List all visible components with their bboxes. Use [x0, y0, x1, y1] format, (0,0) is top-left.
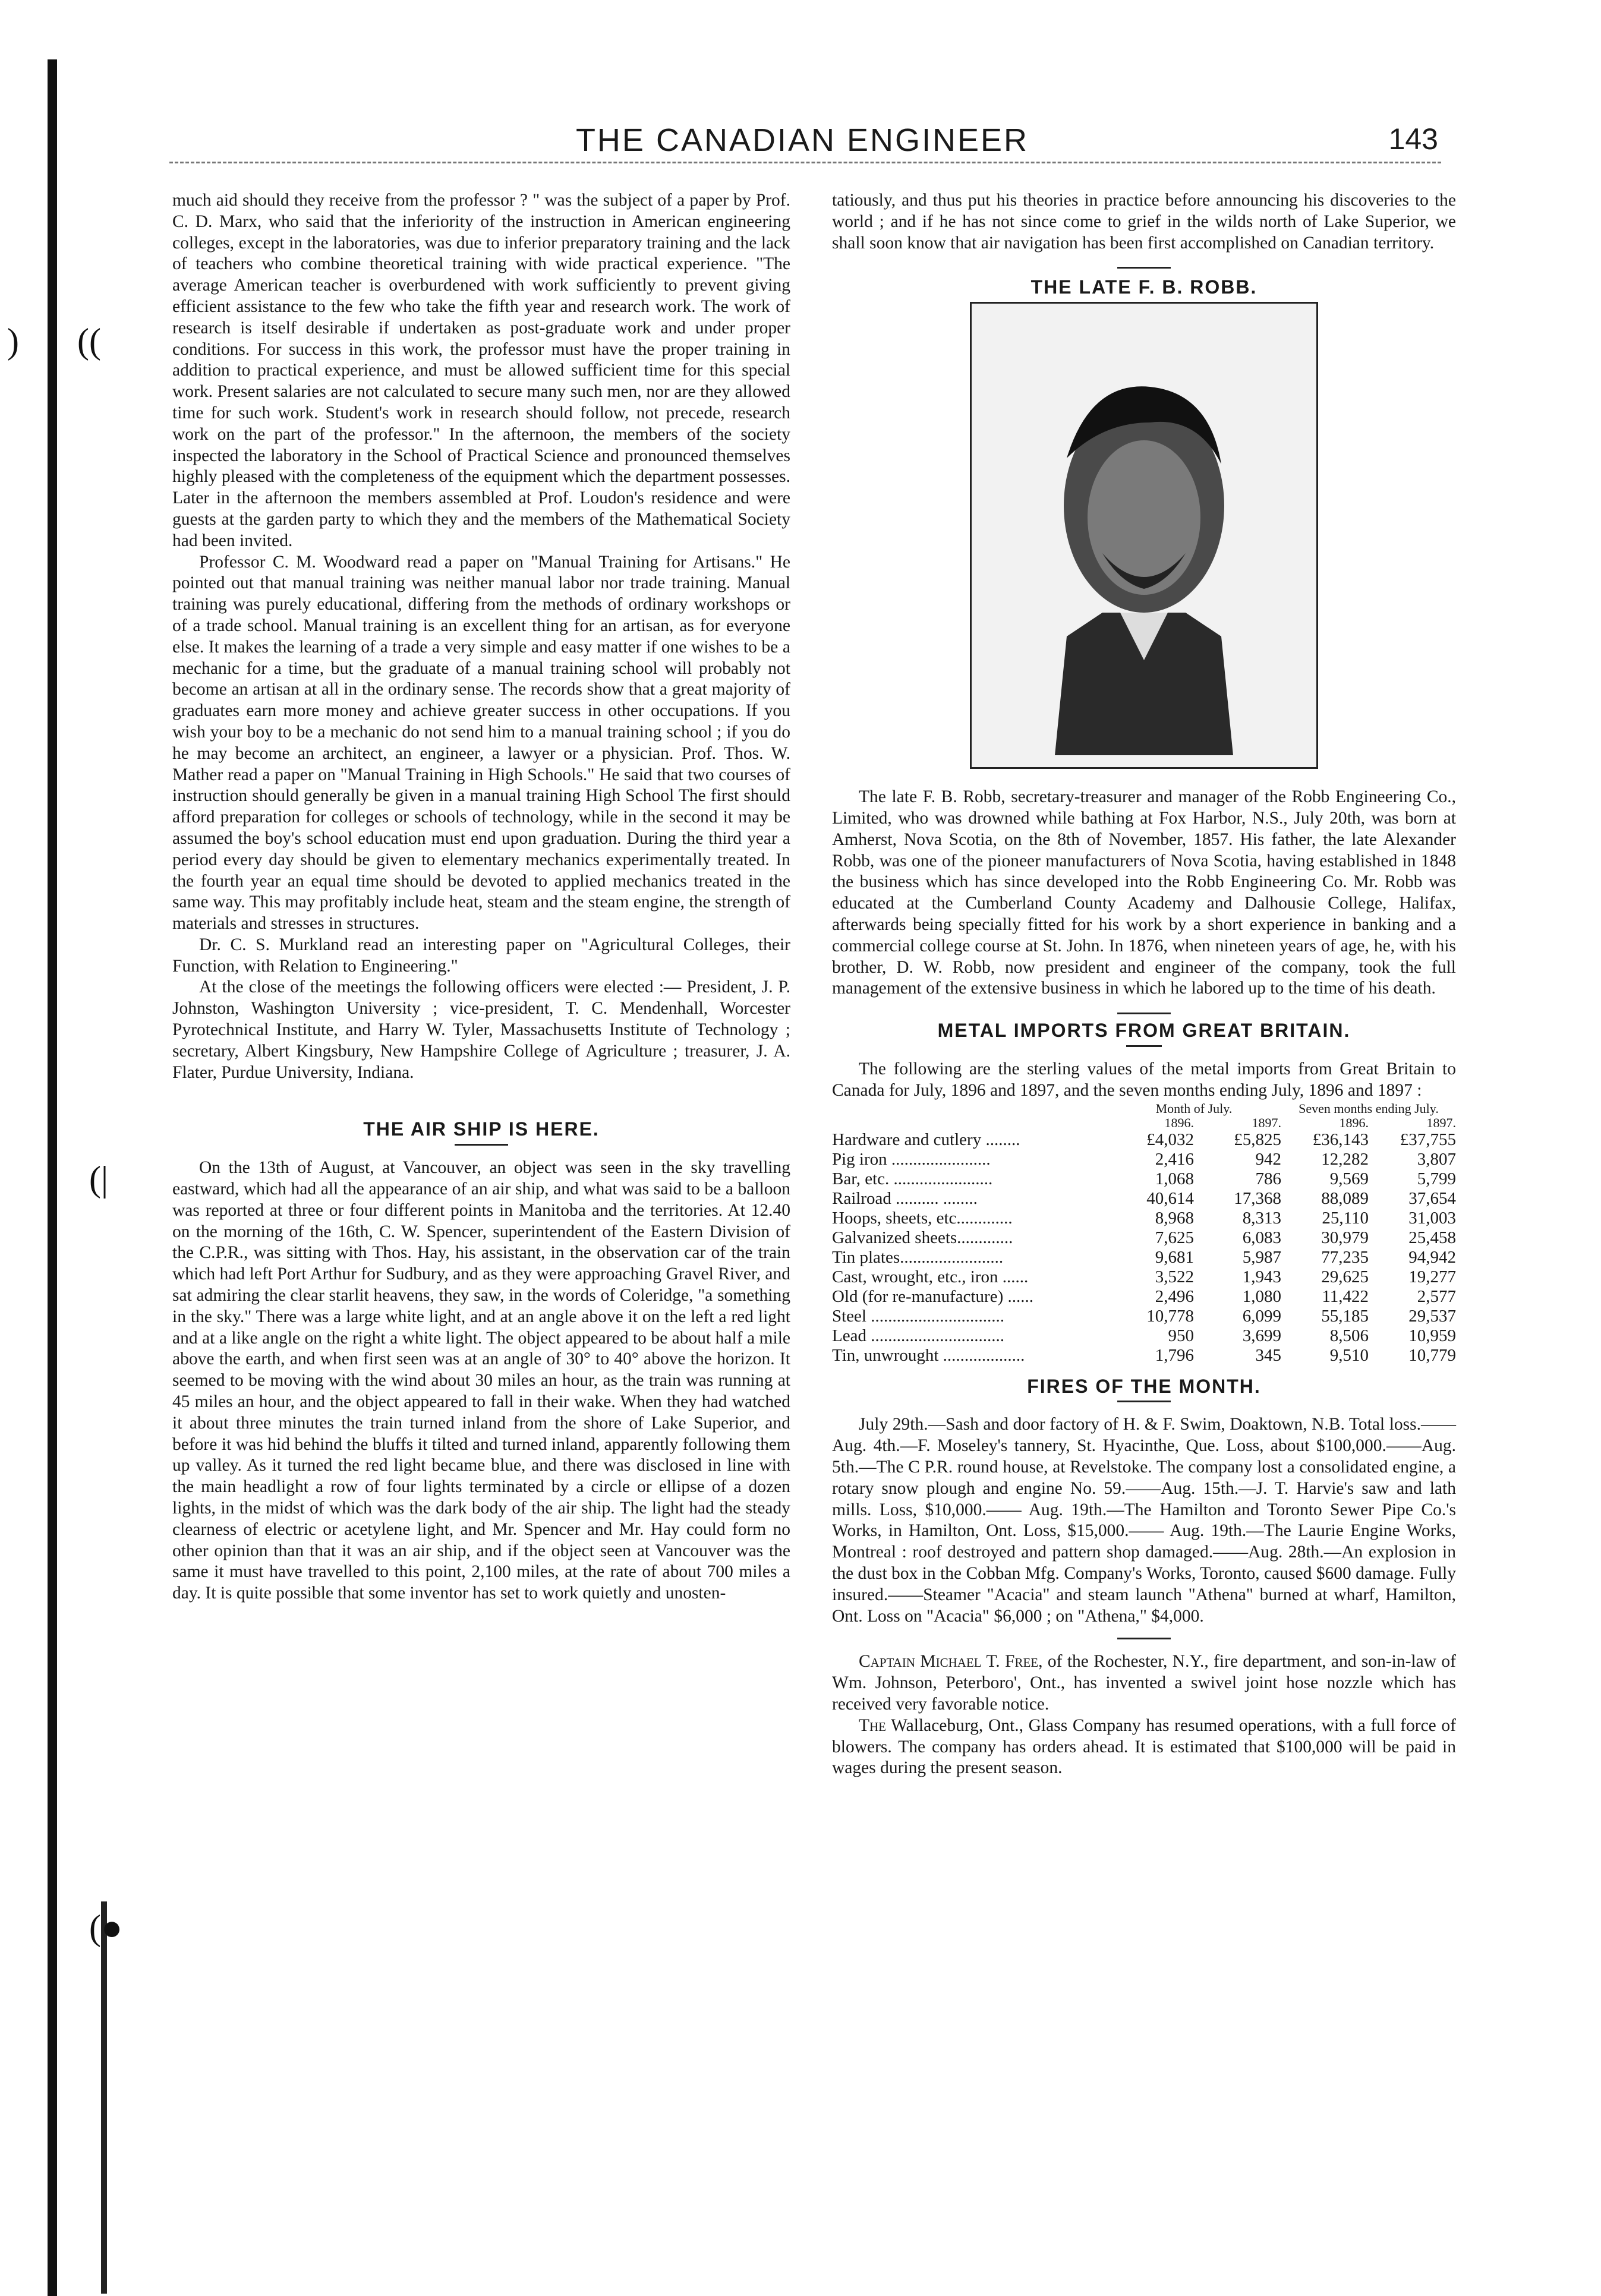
cell-value: 786 — [1255, 1169, 1281, 1188]
row-label: Galvanized sheets............. — [832, 1228, 1013, 1247]
table-row — [832, 1130, 1456, 1150]
binding-shadow — [101, 1901, 107, 2294]
portrait-photo — [970, 302, 1318, 769]
section-heading: THE AIR SHIP IS HERE. — [363, 1118, 600, 1140]
cell-value: 950 — [1168, 1326, 1194, 1345]
margin-mark: (● — [89, 1908, 123, 1947]
paragraph: At the close of the meetings the following officers were elected :— President, J. P. Johnston, Washington University ; vice-president, T. C. Mendenhall, Worcester Pyrotechnical Institute, and Harry W. Tyler, Massachusetts Institute of Technology ; secretary, Albert Kingsbury, New Hampshire College of Agriculture ; treasurer, J. A. Flater, Purdue University, Indiana. — [172, 977, 790, 1082]
cell-value: 10,778 — [1146, 1306, 1194, 1326]
row-label: Hardware and cutlery ........ — [832, 1130, 1020, 1149]
heading-rule — [1117, 1401, 1171, 1402]
binding-edge — [48, 59, 57, 2296]
section-heading: THE LATE F. B. ROBB. — [1030, 276, 1258, 298]
table-row — [832, 1326, 1456, 1346]
row-label: Old (for re-manufacture) ...... — [832, 1286, 1033, 1306]
column-header: 1897. — [1426, 1115, 1456, 1130]
cell-value: 3,522 — [1155, 1267, 1194, 1286]
row-label: Lead ............................... — [832, 1326, 1004, 1345]
cell-value: 1,080 — [1242, 1286, 1281, 1306]
cell-value: 3,699 — [1242, 1326, 1281, 1345]
cell-value: 5,987 — [1242, 1247, 1281, 1267]
cell-value: 17,368 — [1234, 1188, 1281, 1208]
paragraph: The late F. B. Robb, secretary-treasurer and manager of the Robb Engineering Co., Limited, who was drowned while bathing at Fox Harbor, N.S., July 20th, was born at Amherst, Nova Scotia, on the 8th of November, 1857. His father, the late Alexander Robb, was one of the pioneer manufacturers of Nova Scotia, having established in 1848 the business which has since developed into the Robb Engineering Co. Mr. Robb was educated at the Cumberland County Academy and Dalhousie College, Halifax, afterwards being specially fitted for his work by a short experience in banking and a commercial college course at St. John. In 1876, when nineteen years of age, he, with his brother, D. W. Robb, now president and engineer of the company, took the full management of the extensive business in which he labored up to the time of his death. — [832, 787, 1456, 998]
row-label: Steel ............................... — [832, 1306, 1004, 1326]
paragraph: July 29th.—Sash and door factory of H. & F. Swim, Doaktown, N.B. Total loss.——Aug. 4th.—F. Moseley's tannery, St. Hyacinthe, Que. Loss, about $100,000.——Aug. 5th.—The C P.R. round house, at Revelstoke. The company lost a consolidated engine, a rotary snow plough and engine No. 59.——Aug. 15th.—J. T. Harvie's saw and lath mills. Loss, $10,000.—— Aug. 19th.—The Hamilton and Toronto Sewer Pipe Co.'s Works, in Hamilton, Ont. Loss, $15,000.—— Aug. 19th.—The Laurie Engine Works, Montreal : roof destroyed and pattern shop damaged.——Aug. 28th.—An explosion in the dust box in the Cobban Mfg. Company's Works, Toronto, caused $600 damage. Fully insured.——Steamer "Acacia" and steam launch "Athena" burned at wharf, Hamilton, Ont. Loss on "Acacia" $6,000 ; on "Athena," $4,000. — [832, 1415, 1456, 1626]
portrait-illustration — [972, 304, 1316, 767]
cell-value: 25,458 — [1408, 1228, 1456, 1247]
row-label: Tin plates........................ — [832, 1247, 1004, 1267]
margin-mark: (( — [77, 321, 101, 361]
person-name: Captain Michael T. Free, — [859, 1652, 1043, 1671]
cell-value: 88,089 — [1321, 1188, 1369, 1208]
row-label: Bar, etc. ....................... — [832, 1169, 993, 1188]
paragraph: Dr. C. S. Murkland read an interesting paper on "Agricultural Colleges, their Function, with Relation to Engineering." — [172, 935, 790, 976]
cell-value: 94,942 — [1408, 1247, 1456, 1267]
page-number: 143 — [1388, 122, 1438, 156]
column-header: 1896. — [1339, 1115, 1369, 1130]
cell-value: 9,510 — [1329, 1345, 1369, 1365]
paragraph — [832, 1651, 1456, 1715]
table-row — [832, 1346, 1456, 1365]
cell-value: 5,799 — [1417, 1169, 1456, 1188]
cell-value: 1,943 — [1242, 1267, 1281, 1286]
heading-rule — [1117, 267, 1171, 269]
cell-value: 345 — [1255, 1345, 1281, 1365]
cell-value: 29,537 — [1408, 1306, 1456, 1326]
right-column — [832, 190, 1456, 1779]
row-label: Tin, unwrought ................... — [832, 1345, 1025, 1365]
paragraph: On the 13th of August, at Vancouver, an object was seen in the sky travelling eastward, which had all the appearance of an air ship, and what was said to be a balloon was reported at three or four different points in Manitoba and the territories. At 12.40 on the morning of the 16th, C. W. Spencer, superintendent of the Eastern Division of the C.P.R., was sitting with Thos. Hay, his assistant, in the observation car of the train which had left Port Arthur for Sudbury, and as they were approaching Gravel River, and sat admiring the clear starlit heavens, they saw, in the words of Coleridge, "a something in the sky." There was a large white light, and at an angle above it on the left a red light and at a like angle on the right a white light. The object appeared to be about half a mile above the earth, and when first seen was at an angle of 30° to 40° above the horizon. It seemed to be moving with the wind about 30 miles an hour, as the train was running at 45 miles an hour, and the object appeared to fall in their wake. When they had watched it about three minutes the train turned inland from the shore of Lake Superior, and before it was hid behind the bluffs it tilted and turned inland, apparently following them up valley. As it turned the red light became blue, and there was disclosed in line with the main headlight a row of four lights terminated by a circle or ellipse of a dozen lights, in the midst of which was the dark body of the air ship. The light had the steady clearness of electric or acetylene light, and Mr. Spencer and Mr. Hay could form no other opinion than that it was an air ship, and if the object seen at Vancouver was the same it must have travelled to this point, 2,100 miles, at the rate of about 700 miles a day. It is quite possible that some inventor has set to work quietly and unosten- — [172, 1158, 790, 1603]
cell-value: 6,099 — [1242, 1306, 1281, 1326]
table-row — [832, 1189, 1456, 1209]
table-row — [832, 1228, 1456, 1248]
cell-value: 19,277 — [1408, 1267, 1456, 1286]
table-row — [832, 1287, 1456, 1307]
table-row — [832, 1150, 1456, 1169]
column-group-label: Month of July. — [1155, 1100, 1233, 1116]
cell-value: 10,959 — [1408, 1326, 1456, 1345]
imports-table-body — [832, 1130, 1456, 1365]
margin-mark: (| — [89, 1159, 108, 1199]
cell-value: £4,032 — [1146, 1130, 1194, 1149]
cell-value: 10,779 — [1408, 1345, 1456, 1365]
cell-value: 9,681 — [1155, 1247, 1194, 1267]
row-label: Cast, wrought, etc., iron ...... — [832, 1267, 1029, 1286]
section-rule — [1117, 1638, 1171, 1639]
column-header: 1896. — [1164, 1115, 1194, 1130]
journal-title: THE CANADIAN ENGINEER — [575, 122, 1029, 158]
table-header-row — [832, 1102, 1456, 1116]
cell-value: 12,282 — [1321, 1149, 1369, 1169]
cell-value: £37,755 — [1400, 1130, 1456, 1149]
cell-value: 7,625 — [1155, 1228, 1194, 1247]
cell-value: 30,979 — [1321, 1228, 1369, 1247]
table-row — [832, 1307, 1456, 1326]
paragraph: tatiously, and thus put his theories in practice before announcing his discoveries to the world ; and if he has not since come to grief in the wilds north of Lake Superior, we shall soon know that air navigation has been first accomplished on Canadian territory. — [832, 191, 1456, 253]
cell-value: 29,625 — [1321, 1267, 1369, 1286]
row-label: Railroad .......... ........ — [832, 1188, 978, 1208]
cell-value: £5,825 — [1234, 1130, 1281, 1149]
cell-value: 2,416 — [1155, 1149, 1194, 1169]
column-header: 1897. — [1252, 1115, 1281, 1130]
left-column — [172, 190, 790, 1604]
cell-value: 8,968 — [1155, 1208, 1194, 1228]
column-group-label: Seven months ending July. — [1299, 1100, 1439, 1116]
imports-table — [832, 1102, 1456, 1365]
cell-value: 40,614 — [1146, 1188, 1194, 1208]
cell-value: 25,110 — [1322, 1208, 1369, 1228]
cell-value: 8,506 — [1329, 1326, 1369, 1345]
running-header — [166, 122, 1438, 163]
cell-value: 9,569 — [1329, 1169, 1369, 1188]
cell-value: 1,068 — [1155, 1169, 1194, 1188]
cell-value: 942 — [1255, 1149, 1281, 1169]
paragraph: The following are the sterling values of the metal imports from Great Britain to Canada for July, 1896 and 1897, and the seven months ending July, 1896 and 1897 : — [832, 1059, 1456, 1100]
paragraph-text: of the Rochester, N.Y., fire department, and son-in-law of Wm. Johnson, Peterboro', Ont., has invented a swivel joint hose nozzle which has received very favorable notice. — [832, 1652, 1456, 1714]
section-heading: METAL IMPORTS FROM GREAT BRITAIN. — [937, 1020, 1351, 1042]
cell-value: £36,143 — [1312, 1130, 1369, 1149]
heading-rule — [455, 1144, 508, 1146]
cell-value: 1,796 — [1155, 1345, 1194, 1365]
cell-value: 77,235 — [1321, 1247, 1369, 1267]
row-label: Pig iron ....................... — [832, 1149, 991, 1169]
table-header-row — [832, 1116, 1456, 1130]
section-heading: FIRES OF THE MONTH. — [1027, 1375, 1261, 1397]
cell-value: 2,577 — [1417, 1286, 1456, 1306]
row-label: Hoops, sheets, etc............. — [832, 1208, 1013, 1228]
cell-value: 8,313 — [1242, 1208, 1281, 1228]
header-rule — [169, 162, 1441, 163]
cell-value: 31,003 — [1408, 1208, 1456, 1228]
table-row — [832, 1169, 1456, 1189]
cell-value: 3,807 — [1417, 1149, 1456, 1169]
lead-word: The — [859, 1715, 887, 1735]
paragraph: much aid should they receive from the professor ? " was the subject of a paper by Prof. C. D. Marx, who said that the inferiority of the instruction in American engineering colleges, except in the laboratories, was due to inferior preparatory training and the lack of teachers who combine theoretical training with wide practical experience. "The average American teacher is overburdened with work sufficiently to prevent giving efficient assistance to the few who take the fifth year and research work. The work of research is itself desirable if undertaken as post-graduate work and under proper conditions. For success in this work, the professor must have the proper training in addition to practical experience, and must be allowed sufficient time for this special work. Present salaries are not calculated to secure many such men, nor are they allowed time for such work. Student's work in research should follow, not precede, research work on the part of the professor." In the afternoon, the members of the society inspected the laboratory in the School of Practical Science and pronounced themselves highly pleased with the completeness of the equipment which the department possesses. Later in the afternoon the members assembled at Prof. Loudon's residence and were guests at the garden party to which they and the members of the Mathematical Society had been invited. — [172, 191, 790, 550]
heading-rule — [1126, 1045, 1162, 1047]
paragraph-text: Wallaceburg, Ont., Glass Company has resumed operations, with a full force of blowers. The company has orders ahead. It is estimated that $100,000 will be paid in wages during the present season. — [832, 1715, 1456, 1778]
heading-rule — [1117, 1013, 1171, 1014]
cell-value: 6,083 — [1242, 1228, 1281, 1247]
table-row — [832, 1209, 1456, 1228]
table-row — [832, 1248, 1456, 1267]
paragraph — [832, 1715, 1456, 1779]
cell-value: 2,496 — [1155, 1286, 1194, 1306]
cell-value: 55,185 — [1321, 1306, 1369, 1326]
cell-value: 37,654 — [1408, 1188, 1456, 1208]
margin-mark: ) — [7, 321, 19, 361]
cell-value: 11,422 — [1322, 1286, 1369, 1306]
paragraph: Professor C. M. Woodward read a paper on "Manual Training for Artisans." He pointed out that manual training was neither manual labor nor trade training. Manual training was purely educational, differing from the methods of ordinary workshops or of a trade school. Manual training is an excellent thing for an artisan, as for everyone else. It makes the learning of a trade a very simple and easy matter if one wishes to be a mechanic for a time, but the graduate of a manual training school will probably not become an artisan at all in the ordinary sense. The records show that a great majority of graduates earn more money and achieve greater success in other occupations. If you wish your boy to be a mechanic do not send him to a manual training school ; if you do he may become an architect, an engineer, a lawyer or a physician. Prof. Thos. W. Mather read a paper on "Manual Training in High Schools." He said that two courses of instruction should generally be given in a manual training High School The first should afford preparation for colleges or schools of technology, while in the second it may be assumed the boy's school education must end upon graduation. During the third year a period every day should be given to elementary mechanics experimentally treated. In the fourth year an equal time should be devoted to applied mechanics treated in the same way. This may profitably include heat, steam and the steam engine, the strength of materials and stresses in structures. — [172, 552, 790, 933]
table-row — [832, 1267, 1456, 1287]
